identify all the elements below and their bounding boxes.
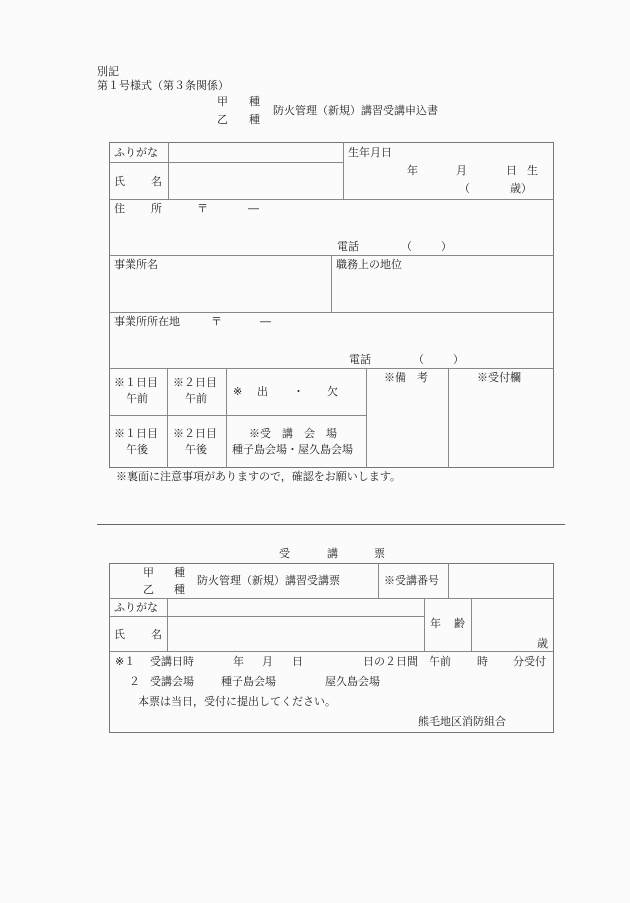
company-address-label: 事業所所在地 bbox=[114, 315, 180, 328]
day1-pm-label: ※１日目 bbox=[114, 427, 158, 440]
company-address-input[interactable] bbox=[110, 330, 553, 368]
dob-year: 年 bbox=[407, 164, 418, 177]
day2-pm-label: ※２日目 bbox=[173, 427, 217, 440]
attendance-label: ・ bbox=[293, 385, 304, 398]
name-label: 氏 bbox=[114, 175, 125, 188]
type-a-label: 甲 bbox=[217, 95, 228, 108]
furigana-input[interactable] bbox=[169, 143, 343, 162]
ticket-date-day: 日 bbox=[292, 655, 303, 668]
attendance-label: 出 bbox=[257, 385, 268, 398]
company-name-input[interactable] bbox=[110, 272, 331, 312]
postal-dash: ― bbox=[260, 315, 271, 328]
ticket-furigana-input[interactable] bbox=[168, 599, 424, 616]
ticket-am-label: 午前 bbox=[429, 655, 451, 668]
furigana-label: ふりがな bbox=[114, 146, 158, 159]
ticket-line2-mark: ２ bbox=[129, 675, 140, 688]
phone-close: ） bbox=[453, 353, 464, 366]
phone-close: ） bbox=[441, 240, 452, 253]
day2-pm-label: 午後 bbox=[185, 443, 207, 456]
ticket-name-input[interactable] bbox=[168, 617, 424, 651]
ticket-date-month: 月 bbox=[262, 655, 273, 668]
reception-label: ※受付欄 bbox=[477, 371, 521, 384]
ticket-name-label: 名 bbox=[151, 628, 162, 641]
position-input[interactable] bbox=[332, 272, 553, 312]
ticket-minute-label: 分受付 bbox=[513, 655, 546, 668]
type-b-label: 乙 bbox=[217, 113, 228, 126]
postal-dash: ― bbox=[248, 202, 259, 215]
position-label: 職務上の地位 bbox=[336, 258, 402, 271]
postal-mark: 〒 bbox=[211, 315, 222, 328]
ticket-name-label: 氏 bbox=[114, 628, 125, 641]
ticket-age-label: 齢 bbox=[454, 617, 465, 630]
age-close: 歳） bbox=[510, 182, 532, 195]
ticket-date-label: 受講日時 bbox=[150, 655, 194, 668]
dob-label: 生年月日 bbox=[348, 146, 392, 159]
name-input[interactable] bbox=[169, 163, 343, 199]
attendance-label: 欠 bbox=[327, 385, 338, 398]
name-label: 名 bbox=[151, 175, 162, 188]
annex-label: 別記 bbox=[97, 65, 119, 78]
address-label: 住 bbox=[114, 202, 125, 215]
ticket-date-span: 日の２日間 bbox=[363, 655, 418, 668]
day2-am-label: ※２日目 bbox=[173, 376, 217, 389]
address-input[interactable] bbox=[110, 215, 553, 255]
dob-born: 生 bbox=[527, 164, 538, 177]
phone-open: （ bbox=[401, 240, 412, 253]
ticket-title: 防火管理（新規）講習受講票 bbox=[197, 574, 340, 587]
dob-day: 日 bbox=[506, 164, 517, 177]
type-suffix: 種 bbox=[249, 95, 260, 108]
ticket-heading: 票 bbox=[374, 547, 385, 560]
ticket-venue-tanegashima[interactable]: 種子島会場 bbox=[221, 675, 276, 688]
ticket-type-b: 乙 bbox=[143, 583, 154, 596]
ticket-number-label: ※受講番号 bbox=[384, 574, 439, 587]
day1-am-label: 午前 bbox=[126, 392, 148, 405]
ticket-type-suffix: 種 bbox=[174, 566, 185, 579]
ticket-heading: 講 bbox=[327, 547, 338, 560]
company-name-label: 事業所名 bbox=[114, 258, 158, 271]
phone-open: （ bbox=[413, 353, 424, 366]
day1-am-label: ※１日目 bbox=[114, 376, 158, 389]
back-note: ※裏面に注意事項がありますので，確認をお願いします。 bbox=[116, 470, 401, 483]
day1-pm-label: 午後 bbox=[126, 443, 148, 456]
ticket-number-input[interactable] bbox=[449, 564, 553, 598]
cut-line bbox=[97, 524, 565, 525]
remarks-label: ※備 考 bbox=[384, 371, 428, 384]
ticket-age-label: 年 bbox=[430, 617, 441, 630]
type-suffix: 種 bbox=[249, 113, 260, 126]
ticket-age-unit: 歳 bbox=[537, 637, 548, 650]
form-title: 防火管理（新規）講習受講申込書 bbox=[273, 104, 438, 117]
postal-mark: 〒 bbox=[197, 202, 208, 215]
ticket-line1-mark: ※１ bbox=[115, 655, 136, 668]
ticket-venue-label: 受講会場 bbox=[150, 675, 194, 688]
ticket-date-year: 年 bbox=[233, 655, 244, 668]
ticket-type-suffix: 種 bbox=[174, 583, 185, 596]
address-label: 所 bbox=[151, 202, 162, 215]
ticket-heading: 受 bbox=[279, 547, 290, 560]
ticket-type-a: 甲 bbox=[143, 566, 154, 579]
issuer-name: 熊毛地区消防組合 bbox=[418, 715, 506, 728]
venue-label: ※受 講 会 場 bbox=[249, 427, 337, 440]
ticket-instruction: 本票は当日，受付に提出してください。 bbox=[138, 695, 336, 708]
venue-options: 種子島会場・屋久島会場 bbox=[232, 443, 353, 456]
ticket-furigana-label: ふりがな bbox=[114, 601, 158, 614]
attendance-label: ※ bbox=[233, 385, 243, 398]
ticket-hour-label: 時 bbox=[477, 655, 488, 668]
phone-label: 電話 bbox=[349, 353, 371, 366]
phone-label: 電話 bbox=[337, 240, 359, 253]
ticket-venue-yakushima[interactable]: 屋久島会場 bbox=[325, 675, 380, 688]
form-number: 第１号様式（第３条関係） bbox=[97, 79, 229, 92]
day2-am-label: 午前 bbox=[185, 392, 207, 405]
age-open: （ bbox=[459, 182, 470, 195]
dob-month: 月 bbox=[456, 164, 467, 177]
